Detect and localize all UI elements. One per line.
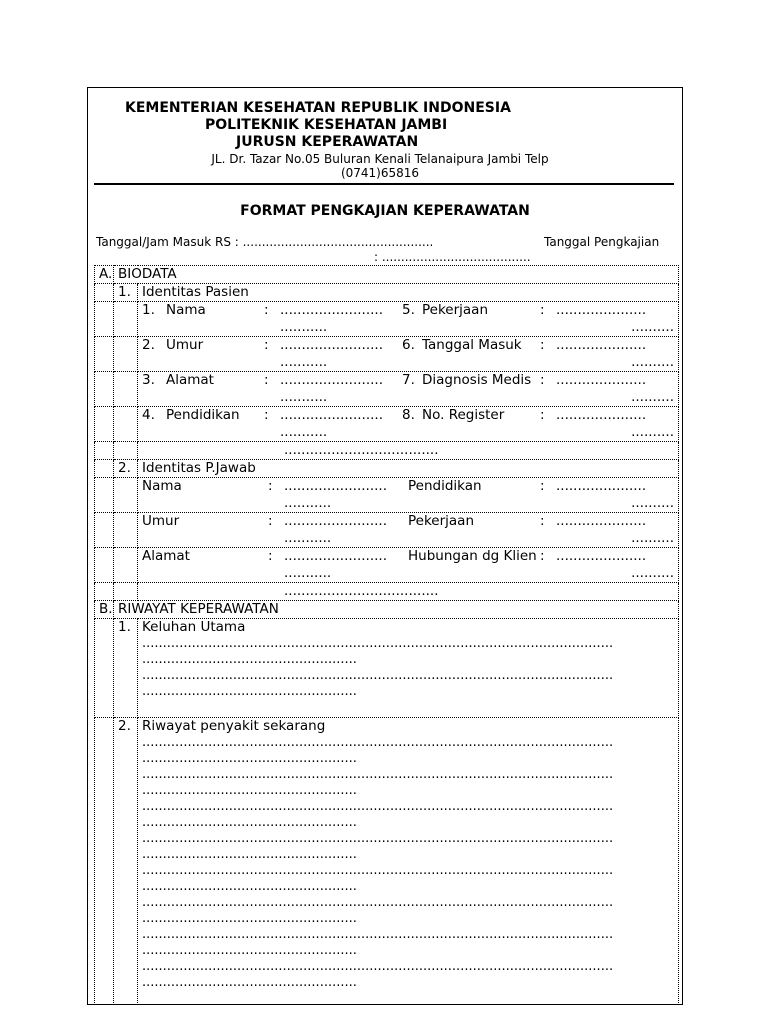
field-dots[interactable]: ..................... .......... <box>556 302 674 335</box>
section-a-letter: A. <box>95 266 114 284</box>
field-dots[interactable]: .................................... <box>284 442 439 458</box>
field-dots[interactable]: ..................... .......... <box>556 513 674 546</box>
field-dots[interactable]: ........................ ........... <box>280 302 383 335</box>
field-num: 1. <box>142 302 155 318</box>
field-dots[interactable]: ........................ ........... <box>280 337 383 370</box>
pasien-num: 1. <box>114 284 138 302</box>
keluhan-text-area[interactable]: .................................................................................................................. .................................................... .................................................................................................................. .................................................... <box>142 636 614 699</box>
form-title: FORMAT PENGKAJIAN KEPERAWATAN <box>240 203 530 219</box>
riwayat-row <box>95 718 679 1006</box>
pjawab-extra-row <box>95 583 679 601</box>
riwayat-num: 2. <box>114 718 138 1006</box>
field-dots[interactable]: ........................ ........... <box>284 548 387 581</box>
header-rule <box>94 183 674 185</box>
pjawab-title: Identitas P.Jawab <box>138 460 679 478</box>
tanggal-masuk-label: Tanggal/Jam Masuk RS : .................................................. <box>96 235 434 249</box>
pasien-extra-row <box>95 442 679 460</box>
keluhan-title: Keluhan Utama <box>142 619 246 635</box>
field-dots[interactable]: ........................ ........... <box>280 407 383 440</box>
section-b-title: RIWAYAT KEPERAWATAN <box>114 601 679 619</box>
tanggal-pengkajian-label: Tanggal Pengkajian <box>544 235 660 249</box>
pasien-row: 2. Umur : ........................ ........... 6. Tanggal Masuk : ..................... .......... <box>95 337 679 372</box>
address-line-2: (0741)65816 <box>340 166 420 180</box>
section-b-row <box>95 601 679 619</box>
field-label: Pekerjaan <box>422 302 489 318</box>
field-dots[interactable]: ........................ ........... <box>284 478 387 511</box>
pjawab-header-row <box>95 460 679 478</box>
field-dots[interactable]: ..................... .......... <box>556 372 674 405</box>
section-b-letter: B. <box>95 601 114 619</box>
field-dots[interactable]: ..................... .......... <box>556 337 674 370</box>
pasien-title: Identitas Pasien <box>138 284 679 302</box>
school-title: POLITEKNIK KESEHATAN JAMBI <box>205 117 448 133</box>
keluhan-row <box>95 619 679 718</box>
field-dots[interactable]: .................................... <box>284 583 439 599</box>
pjawab-row: Alamat : ........................ ........... Hubungan dg Klien : ..................... .......... <box>95 548 679 583</box>
ministry-title: KEMENTERIAN KESEHATAN REPUBLIK INDONESIA <box>125 100 511 116</box>
form-page <box>87 87 683 1005</box>
field-dots[interactable]: ........................ ........... <box>280 372 383 405</box>
riwayat-text-area[interactable]: .................................................................................................................. .................................................... .................................................................................................................. .................................................... .................................................................................................................. .................................................... .................................................................................................................. .................................................... .................................................................................................................. .................................................... .................................................................................................................. .................................................... .................................................................................................................. .................................................... .................................................................................................................. .................................................... <box>142 735 614 990</box>
pasien-row: 3. Alamat : ........................ ........... 7. Diagnosis Medis : ..................... .......... <box>95 372 679 407</box>
tanggal-pengkajian-value: : ....................................... <box>374 250 531 264</box>
pjawab-num: 2. <box>114 460 138 478</box>
riwayat-title: Riwayat penyakit sekarang <box>142 718 326 734</box>
pjawab-row: Umur : ........................ ........... Pekerjaan : ..................... .......... <box>95 513 679 548</box>
pasien-row: 4. Pendidikan : ........................ ........... 8. No. Register : ..................... .......... <box>95 407 679 442</box>
assessment-table <box>94 265 679 1005</box>
department-title: JURUSN KEPERAWATAN <box>236 134 419 150</box>
pasien-row: 1. Nama : ........................ ........... 5. Pekerjaan : ..................... .......... <box>95 302 679 337</box>
field-num: 5. <box>402 302 415 318</box>
pasien-header-row <box>95 284 679 302</box>
keluhan-num: 1. <box>114 619 138 718</box>
field-label: Nama <box>166 302 206 318</box>
field-dots[interactable]: ..................... .......... <box>556 548 674 581</box>
section-a-row <box>95 266 679 284</box>
section-a-title: BIODATA <box>114 266 679 284</box>
address-line-1: JL. Dr. Tazar No.05 Buluran Kenali Telanaipura Jambi Telp <box>211 152 549 166</box>
field-dots[interactable]: ........................ ........... <box>284 513 387 546</box>
field-dots[interactable]: ..................... .......... <box>556 478 674 511</box>
field-dots[interactable]: ..................... .......... <box>556 407 674 440</box>
pjawab-row: Nama : ........................ ........... Pendidikan : ..................... .......... <box>95 478 679 513</box>
